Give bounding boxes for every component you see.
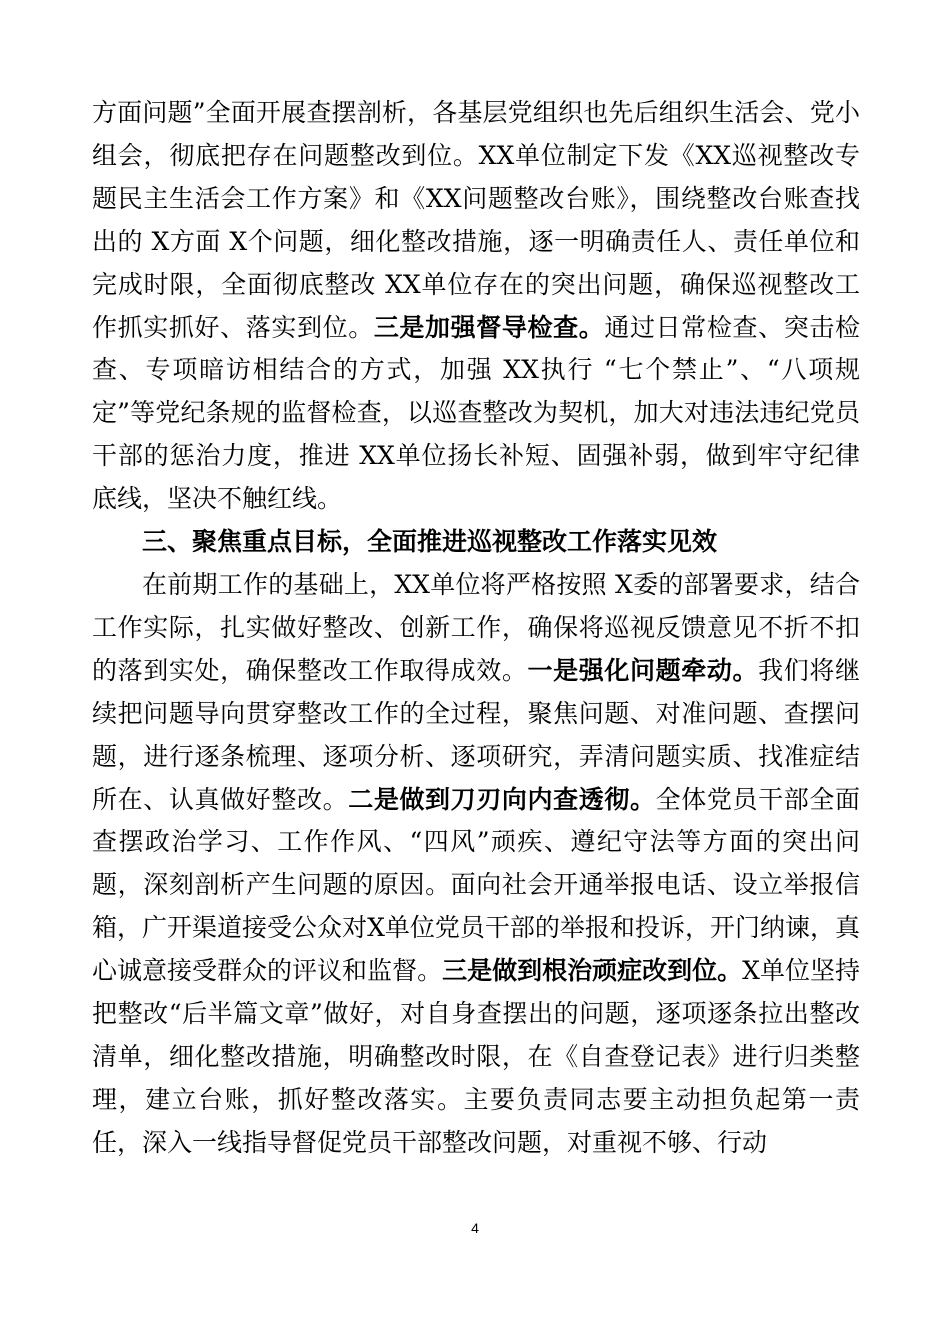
paragraph-1	[92, 92, 860, 521]
p2-text-g: X单位坚持把整改“后半篇文章”做好，对自身查摆出的问题，逐项逐条拉出整改清单，细化整改措施，明确整改时限，在《自查登记表》进行归类整理，建立台账，抓好整改落实。主要负责同志要主动担负起第一责任，深入一线指导督促党员干部整改问题，对重视不够、行动	[92, 956, 860, 1157]
section-heading-3: 三、聚焦重点目标，全面推进巡视整改工作落实见效	[142, 527, 718, 557]
document-body	[92, 92, 860, 1165]
p2-text-c: 我们将继续把问题导向贯穿整改工作的全过程，聚焦问题、对准问题、查摆问题，进行逐条梳理、逐项分析、逐项研究，弄清问题实质、找准症结所在、认真做好整改。	[92, 655, 860, 814]
p1-text-c: 通过日常检查、突击检查、专项暗访相结合的方式，加强 XX执行 “七个禁止”、“八项规定”等党纪条规的监督检查，以巡查整改为契机，加大对违法违纪党员干部的惩治力度，推进 XX单位扬长补短、固强补弱，做到牢守纪律底线，坚决不触红线。	[92, 312, 860, 514]
p2-bold-point-2: 二是做到刀刃向内查透彻。	[348, 784, 656, 814]
p1-text-a: 方面问题”全面开展查摆剖析，各基层党组织也先后组织生活会、党小组会，彻底把存在问题整改到位。XX单位制定下发《XX巡视整改专题民主生活会工作方案》和《XX问题整改台账》，围绕整改台账查找出的 X方面 X个问题，细化整改措施，逐一明确责任人、责任单位和完成时限，全面彻底整改 XX单位存在的突出问题，确保巡视整改工作抓实抓好、落实到位。	[92, 98, 860, 342]
page-number: 4	[471, 1220, 479, 1236]
p2-bold-point-3: 三是做到根治顽症改到位。	[442, 956, 743, 986]
paragraph-2	[92, 564, 860, 1165]
p2-text-e: 全体党员干部全面查摆政治学习、工作作风、“四风”顽疾、遵纪守法等方面的突出问题，深刻剖析产生问题的原因。面向社会开通举报电话、设立举报信箱，广开渠道接受公众对X单位党员干部的举报和投诉，开门纳谏，真心诚意接受群众的评议和监督。	[92, 784, 860, 986]
p1-bold-point-3: 三是加强督导检查。	[373, 312, 605, 342]
p2-bold-point-1: 一是强化问题牵动。	[527, 655, 759, 685]
p2-text-a: 在前期工作的基础上，XX单位将严格按照 X委的部署要求，结合工作实际，扎实做好整改、创新工作，确保将巡视反馈意见不折不扣的落到实处，确保整改工作取得成效。	[92, 569, 860, 685]
